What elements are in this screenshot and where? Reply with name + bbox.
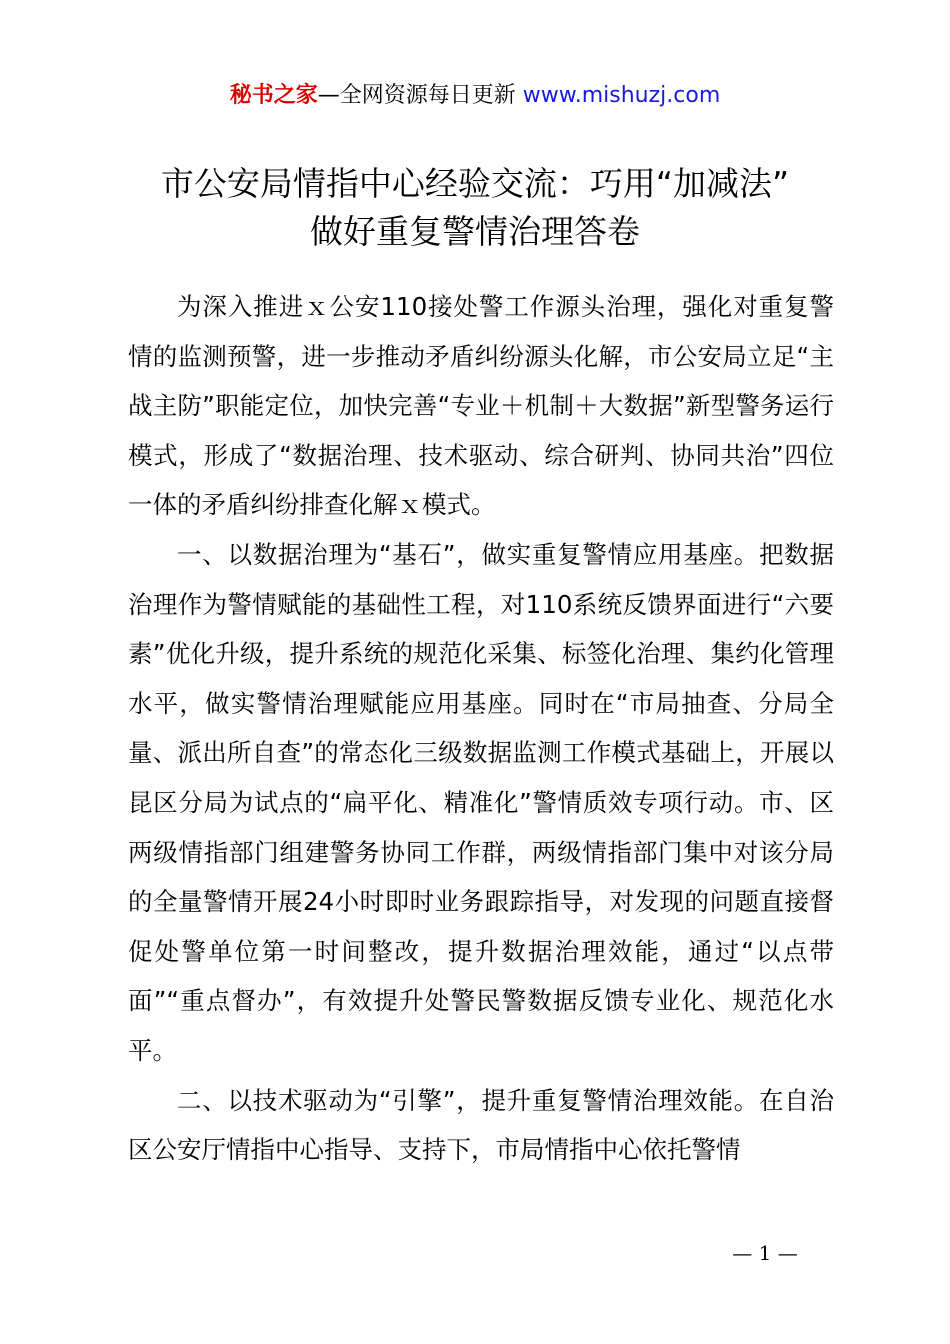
document-title [100,160,850,256]
paragraph-section-2: 二、以技术驱动为“引擎”，提升重复警情治理效能。在自治区公安厅情指中心指导、支持下，市局情指中心依托警情 [128,1085,834,1165]
banner-tagline: —全网资源每日更新 [317,83,523,108]
document-body [128,282,834,1175]
site-url-link[interactable]: www.mishuzj.com [522,83,721,108]
title-line-2: 做好重复警情治理答卷 [310,212,640,251]
page-number: — 1 — [732,1241,798,1265]
brand-name: 秘书之家 [229,83,318,108]
paragraph-intro: 为深入推进ｘ公安110接处警工作源头治理，强化对重复警情的监测预警，进一步推动矛盾纠纷源头化解，市公安局立足“主战主防”职能定位，加快完善“专业＋机制＋大数据”新型警务运行模式，形成了“数据治理、技术驱动、综合研判、协同共治”四位一体的矛盾纠纷排查化解ｘ模式。 [128,292,834,520]
site-banner [0,80,950,112]
paragraph-section-1: 一、以数据治理为“基石”，做实重复警情应用基座。把数据治理作为警情赋能的基础性工程，对110系统反馈界面进行“六要素”优化升级，提升系统的规范化采集、标签化治理、集约化管理水平，做实警情治理赋能应用基座。同时在“市局抽查、分局全量、派出所自查”的常态化三级数据监测工作模式基础上，开展以昆区分局为试点的“扁平化、精准化”警情质效专项行动。市、区两级情指部门组建警务协同工作群，两级情指部门集中对该分局的全量警情开展24小时即时业务跟踪指导，对发现的问题直接督促处警单位第一时间整改，提升数据治理效能，通过“以点带面”“重点督办”，有效提升处警民警数据反馈专业化、规范化水平。 [128,539,834,1065]
title-line-1: 市公安局情指中心经验交流：巧用“加减法” [160,164,790,203]
